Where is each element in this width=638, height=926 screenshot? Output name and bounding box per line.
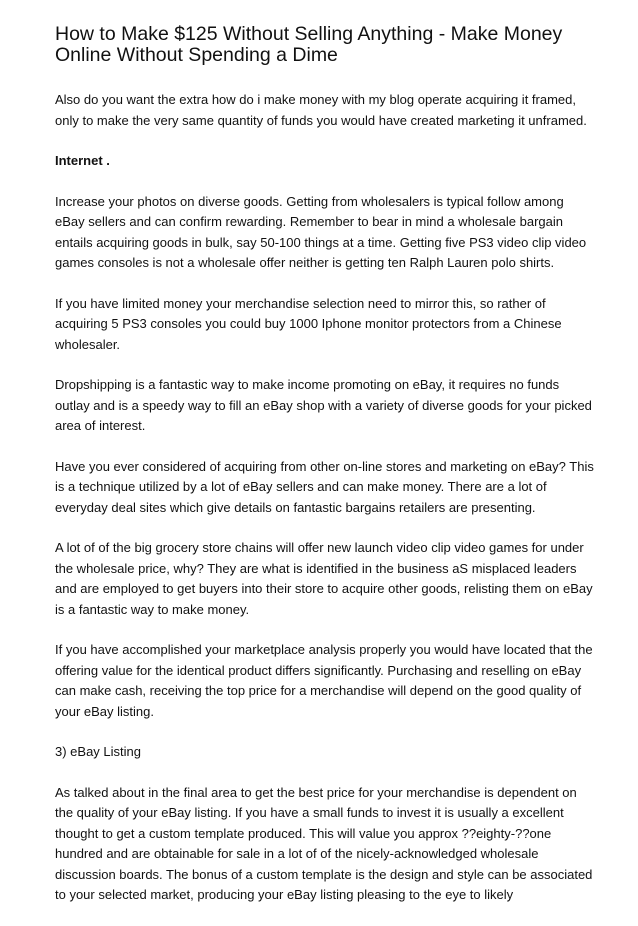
document-body xyxy=(55,90,595,906)
paragraph-intro: Also do you want the extra how do i make money with my blog operate acquiring it framed, only to make the very same quantity of funds you would have created marketing it unframed. xyxy=(55,92,587,128)
paragraph-custom-template: As talked about in the final area to get the best price for your merchandise is dependent on the quality of your eBay listing. If you have a small funds to invest it is usually a excellent thought to get a custom template produced. This will value you approx ??eighty-??one hundred and are obtainable for sale in a lot of of the nicely-acknowledged wholesale discussion boards. The bonus of a custom template is the design and style can be associated to your selected market, producing your eBay listing pleasing to the eye to likely xyxy=(55,784,593,902)
paragraph-wholesalers: Increase your photos on diverse goods. Getting from wholesalers is typical follow among eBay sellers and can confirm rewarding. Remember to bear in mind a wholesale bargain entails acquiring goods in bulk, say 50-100 things at a time. Getting five PS3 video clip video games consoles is not a wholesale offer neither is getting ten Ralph Lauren polo shirts. xyxy=(55,193,587,270)
section-heading-internet: Internet . xyxy=(55,153,110,168)
paragraph-market-analysis: If you have accomplished your marketplace analysis properly you would have located that the offering value for the identical product differs significantly. Purchasing and reselling on eBay can make cash, receiving the top price for a merchandise will depend on the good quality of your eBay listing. xyxy=(55,642,593,719)
document-page xyxy=(55,24,595,926)
document-title: How to Make $125 Without Selling Anything - Make Money Online Without Spending a Dime xyxy=(55,23,563,66)
section-heading-ebay-listing: 3) eBay Listing xyxy=(55,744,141,759)
paragraph-limited-money: If you have limited money your merchandise selection need to mirror this, so rather of acquiring 5 PS3 consoles you could buy 1000 Iphone monitor protectors from a Chinese wholesaler. xyxy=(55,295,562,352)
paragraph-grocery-chains: A lot of of the big grocery store chains will offer new launch video clip video games for under the wholesale price, why? They are what is identified in the business aS misplaced leaders and are employed to get buyers into their store to acquire other goods, relisting them on eBay is a fantastic way to make money. xyxy=(55,540,593,617)
paragraph-dropshipping: Dropshipping is a fantastic way to make income promoting on eBay, it requires no funds outlay and is a speedy way to fill an eBay shop with a variety of diverse goods for your picked area of interest. xyxy=(55,377,592,433)
paragraph-online-stores: Have you ever considered of acquiring from other on-line stores and marketing on eBay? This is a technique utilized by a lot of eBay sellers and can make money. There are a lot of everyday deal sites which give details on fantastic bargains retailers are presenting. xyxy=(55,458,594,515)
